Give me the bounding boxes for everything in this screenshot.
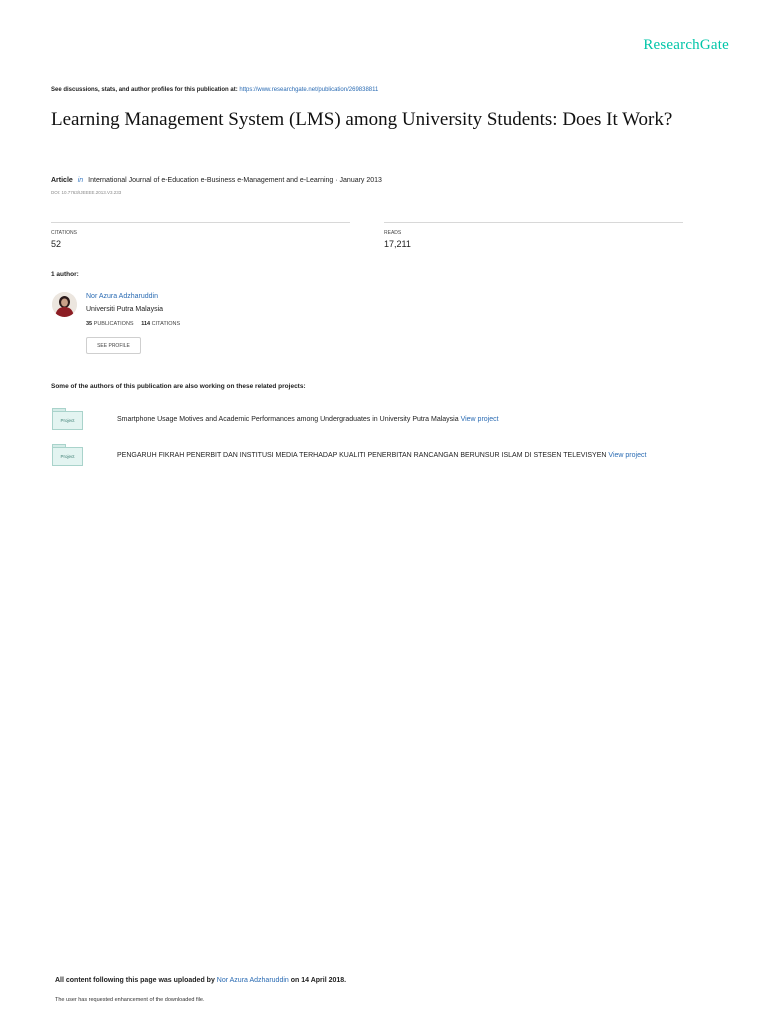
project-folder-icon — [52, 444, 82, 465]
reads-divider — [384, 222, 683, 223]
see-profile-button[interactable]: SEE PROFILE — [86, 337, 141, 354]
publication-notice-text: See discussions, stats, and author profiles for this publication at: — [51, 87, 238, 93]
author-photo-icon — [52, 292, 77, 317]
project-item — [117, 416, 499, 423]
authors-heading: 1 author: — [51, 271, 79, 278]
author-citations-label: CITATIONS — [151, 321, 181, 327]
citations-divider — [51, 222, 350, 223]
publication-url-link[interactable]: https://www.researchgate.net/publication/269838811 — [239, 87, 379, 93]
author-publications-count: 35 — [86, 321, 93, 327]
author-institution: Universiti Putra Malaysia — [86, 306, 164, 313]
researchgate-logo[interactable]: ResearchGate — [643, 37, 729, 53]
author-publications-label: PUBLICATIONS — [93, 321, 134, 327]
journal-name: International Journal of e-Education e-Business e-Management and e-Learning · January 2013 — [88, 177, 382, 184]
upload-suffix: on 14 April 2018. — [290, 977, 347, 984]
uploader-link[interactable]: Nor Azura Adzharuddin — [216, 977, 289, 984]
reads-label: READS — [384, 230, 402, 236]
paper-title: Learning Management System (LMS) among University Students: Does It Work? — [51, 109, 673, 130]
related-projects-heading: Some of the authors of this publication are also working on these related projects: — [51, 383, 306, 390]
project-icon-label: Project — [52, 411, 83, 430]
project-item — [117, 452, 646, 459]
enhancement-note: The user has requested enhancement of the downloaded file. — [55, 997, 205, 1003]
author-name-link[interactable]: Nor Azura Adzharuddin — [86, 293, 158, 300]
citations-value: 52 — [51, 239, 62, 249]
article-meta — [51, 177, 382, 184]
view-project-link[interactable]: View project — [460, 416, 499, 423]
reads-value: 17,211 — [384, 239, 411, 249]
author-avatar[interactable] — [52, 292, 77, 317]
project-folder-icon — [52, 408, 82, 429]
view-project-link[interactable]: View project — [608, 452, 647, 459]
upload-notice — [55, 977, 346, 984]
publication-notice — [51, 87, 378, 93]
project-icon-label: Project — [52, 447, 83, 466]
project-title: PENGARUH FIKRAH PENERBIT DAN INSTITUSI MEDIA TERHADAP KUALITI PENERBITAN RANCANGAN BERUNSUR ISLAM DI STESEN TELEVISYEN — [117, 452, 607, 459]
upload-prefix: All content following this page was uploaded by — [55, 977, 215, 984]
citations-label: CITATIONS — [51, 230, 77, 236]
author-citations-count: 114 — [141, 321, 151, 327]
article-in: in — [77, 177, 84, 184]
author-stats — [86, 321, 180, 327]
doi: DOI: 10.7763/IJEEEE.2013.V3.233 — [51, 190, 122, 195]
article-type: Article — [51, 177, 73, 184]
project-title: Smartphone Usage Motives and Academic Performances among Undergraduates in University Putra Malaysia — [117, 416, 459, 423]
